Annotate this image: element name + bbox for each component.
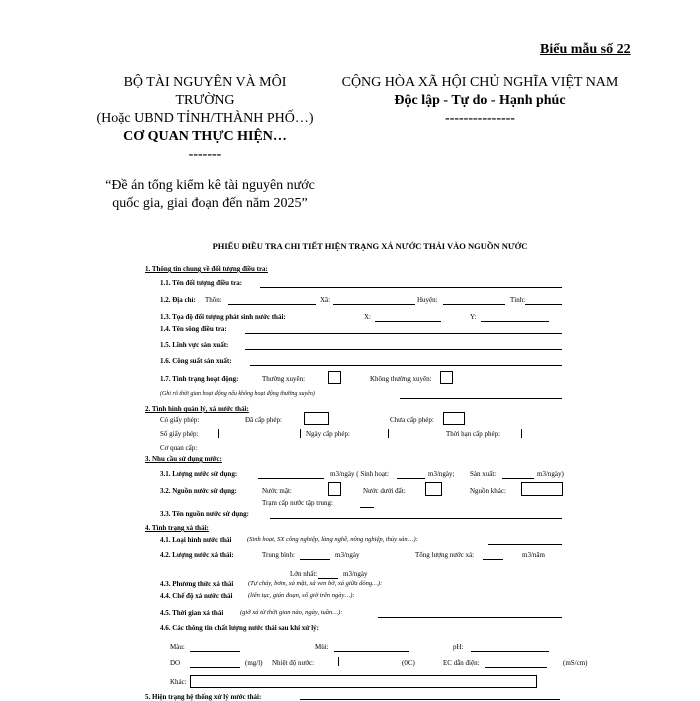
field-sinh-hoat[interactable] (397, 478, 425, 479)
label-4-5: 4.5. Thời gian xả thải (160, 609, 224, 617)
field-do[interactable] (190, 667, 240, 668)
label-co-quan-cap: Cơ quan cấp: (160, 444, 198, 452)
field-3-1-total[interactable] (258, 478, 324, 479)
label-tong-luong: Tổng lượng nước xả: (415, 551, 475, 559)
field-tong-luong[interactable] (483, 559, 503, 560)
label-m3-ngay-b: m3/ngày (343, 570, 368, 578)
field-trung-binh[interactable] (300, 559, 330, 560)
section-5-title: 5. Hiện trạng hệ thống xử lý nước thải: (145, 693, 262, 701)
label-thoi-han: Thời hạn cấp phép: (446, 430, 501, 438)
field-lon-nhat[interactable] (318, 578, 338, 579)
label-1-4: 1.4. Tên sông điều tra: (160, 325, 227, 333)
label-3-3: 3.3. Tên nguồn nước sử dụng: (160, 510, 249, 518)
note-4-1: (Sinh hoạt, SX công nghiệp, làng nghề, nông nghiệp, thủy sản…): (247, 536, 418, 543)
label-4-1: 4.1. Loại hình nước thải (160, 536, 232, 544)
label-1-1: 1.1. Tên đối tượng điều tra: (160, 279, 243, 287)
project-line-2: quốc gia, giai đoạn đến năm 2025” (112, 196, 308, 211)
note-4-3: (Tự chảy, bơm, xả mặt, xả ven bờ, xả giữa dòng…): (248, 580, 383, 587)
field-mau[interactable] (190, 651, 240, 652)
label-ms-cm: (mS/cm) (563, 659, 588, 667)
label-tinh: Tỉnh: (510, 296, 526, 304)
field-x[interactable] (375, 321, 441, 322)
field-1-1[interactable] (260, 287, 562, 288)
label-khong-thuong-xuyen: Không thường xuyên: (370, 375, 432, 383)
label-co-giay-phep: Có giấy phép: (160, 416, 200, 424)
divider (388, 429, 389, 438)
label-1-7: 1.7. Tình trạng hoạt động: (160, 375, 239, 383)
form-title: PHIẾU ĐIỀU TRA CHI TIẾT HIỆN TRẠNG XẢ NƯỚC THẢI VÀO NGUỒN NƯỚC (212, 241, 528, 251)
field-ph[interactable] (471, 651, 549, 652)
label-m3-nam: m3/năm (522, 551, 545, 559)
field-1-6[interactable] (250, 365, 562, 366)
label-y: Y: (470, 313, 477, 321)
label-nuoc-duoi-dat: Nước dưới đất: (363, 487, 406, 495)
field-thon[interactable] (228, 304, 316, 305)
right-header (325, 74, 635, 128)
label-m3-ngay-a: m3/ngày (335, 551, 360, 559)
section-2-title: 2. Tình hình quản lý, xả nước thải: (145, 405, 249, 413)
field-tram-cap[interactable] (360, 507, 374, 508)
checkbox-thuong-xuyen[interactable] (328, 371, 341, 384)
label-ngay-cap-phep: Ngày cấp phép: (306, 430, 350, 438)
checkbox-chua-cap-phep[interactable] (443, 412, 465, 425)
divider (218, 429, 219, 438)
divider (521, 429, 522, 438)
note-4-5: (giờ xả từ thời gian nào, ngày, tuần…): (240, 609, 343, 616)
right-separator: --------------- (445, 111, 515, 126)
label-thuong-xuyen: Thường xuyên: (262, 375, 306, 383)
label-3-1: 3.1. Lượng nước sử dụng: (160, 470, 238, 478)
project-line-1: “Đề án tổng kiểm kê tài nguyên nước (105, 178, 315, 193)
label-trung-binh: Trung bình: (262, 551, 296, 559)
field-khac[interactable] (190, 675, 537, 688)
national-title: CỘNG HÒA XÃ HỘI CHỦ NGHĨA VIỆT NAM (341, 75, 619, 90)
section-3-title: 3. Nhu cầu sử dụng nước: (145, 455, 222, 463)
left-separator: ------- (188, 147, 222, 162)
ministry-line-3: (Hoặc UBND TỈNH/THÀNH PHỐ…) (96, 111, 314, 126)
field-ec[interactable] (485, 667, 547, 668)
label-x: X: (364, 313, 371, 321)
left-header (90, 74, 320, 164)
checkbox-nuoc-mat[interactable] (328, 482, 341, 496)
section-1-title: 1. Thông tin chung về đối tượng điều tra: (145, 265, 268, 273)
field-nguon-khac[interactable] (521, 482, 563, 496)
label-1-3: 1.3. Tọa độ đối tượng phát sinh nước thải: (160, 313, 286, 321)
label-1-2: 1.2. Địa chỉ: (160, 296, 196, 304)
label-xa: Xã: (320, 296, 331, 304)
field-huyen[interactable] (443, 304, 505, 305)
label-3-2: 3.2. Nguồn nước sử dụng: (160, 487, 237, 495)
label-ph: pH: (453, 643, 464, 651)
label-mg-l: (mg/l) (245, 659, 263, 667)
label-da-cap-phep: Đã cấp phép: (245, 416, 282, 424)
divider (300, 429, 301, 438)
ministry-line-1: BỘ TÀI NGUYÊN VÀ MÔI (123, 75, 287, 90)
field-note-1-7[interactable] (400, 398, 562, 399)
field-4-1[interactable] (488, 544, 562, 545)
label-chua-cap-phep: Chưa cấp phép: (390, 416, 434, 424)
label-thon: Thôn: (205, 296, 222, 304)
project-name (90, 177, 330, 213)
national-motto: Độc lập - Tự do - Hạnh phúc (394, 93, 566, 108)
divider (338, 657, 339, 666)
checkbox-da-cap-phep[interactable] (304, 412, 329, 425)
label-huyen: Huyện: (417, 296, 438, 304)
label-4-6: 4.6. Các thông tin chất lượng nước thải sau khi xử lý: (160, 624, 320, 632)
field-1-4[interactable] (245, 333, 562, 334)
field-1-5[interactable] (245, 349, 562, 350)
label-do: DO (170, 659, 181, 667)
label-deg-c: (0C) (402, 659, 415, 667)
field-xa[interactable] (333, 304, 415, 305)
label-tram-cap: Trạm cấp nước tập trung: (262, 499, 334, 507)
label-nuoc-mat: Nước mặt: (262, 487, 292, 495)
label-mau: Màu: (170, 643, 185, 651)
label-mui: Mùi: (315, 643, 329, 651)
ministry-line-2: TRƯỜNG (175, 93, 235, 108)
label-sinh-hoat: m3/ngày ( Sinh hoạt: (330, 470, 389, 478)
section-4-title: 4. Tình trạng xả thải: (145, 524, 209, 532)
label-so-giay-phep: Số giấy phép: (160, 430, 199, 438)
field-4-5[interactable] (378, 617, 562, 618)
label-nhiet-do: Nhiệt độ nước: (272, 659, 315, 667)
label-lon-nhat: Lớn nhất: (290, 570, 318, 578)
field-tinh[interactable] (525, 304, 562, 305)
field-3-3[interactable] (270, 518, 562, 519)
checkbox-khong-thuong-xuyen[interactable] (440, 371, 453, 384)
note-1-7: (Ghi rõ thời gian hoạt động nếu không hoạt động thường xuyên) (160, 391, 315, 397)
checkbox-nuoc-duoi-dat[interactable] (425, 482, 442, 496)
field-y[interactable] (481, 321, 549, 322)
label-m3-ngay: m3/ngày; (428, 470, 455, 478)
label-san-xuat: Sản xuất: (470, 470, 497, 478)
label-4-3: 4.3. Phương thức xả thải (160, 580, 234, 588)
field-san-xuat[interactable] (502, 478, 534, 479)
form-number: Biểu mẫu số 22 (540, 42, 631, 57)
label-nguon-khac: Nguồn khác: (470, 487, 506, 495)
label-ec: EC dẫn điện: (443, 659, 480, 667)
note-4-4: (liên tục, gián đoạn, số giờ trên ngày…): (248, 592, 355, 599)
field-mui[interactable] (334, 651, 409, 652)
label-1-6: 1.6. Công suất sản xuất: (160, 357, 232, 365)
label-4-4: 4.4. Chế độ xả nước thải (160, 592, 233, 600)
agency-line: CƠ QUAN THỰC HIỆN… (123, 129, 287, 144)
label-m3-ngay-close: m3/ngày) (537, 470, 564, 478)
label-4-2: 4.2. Lượng nước xả thải: (160, 551, 234, 559)
label-khac: Khác: (170, 678, 187, 686)
label-1-5: 1.5. Lĩnh vực sản xuất: (160, 341, 229, 349)
